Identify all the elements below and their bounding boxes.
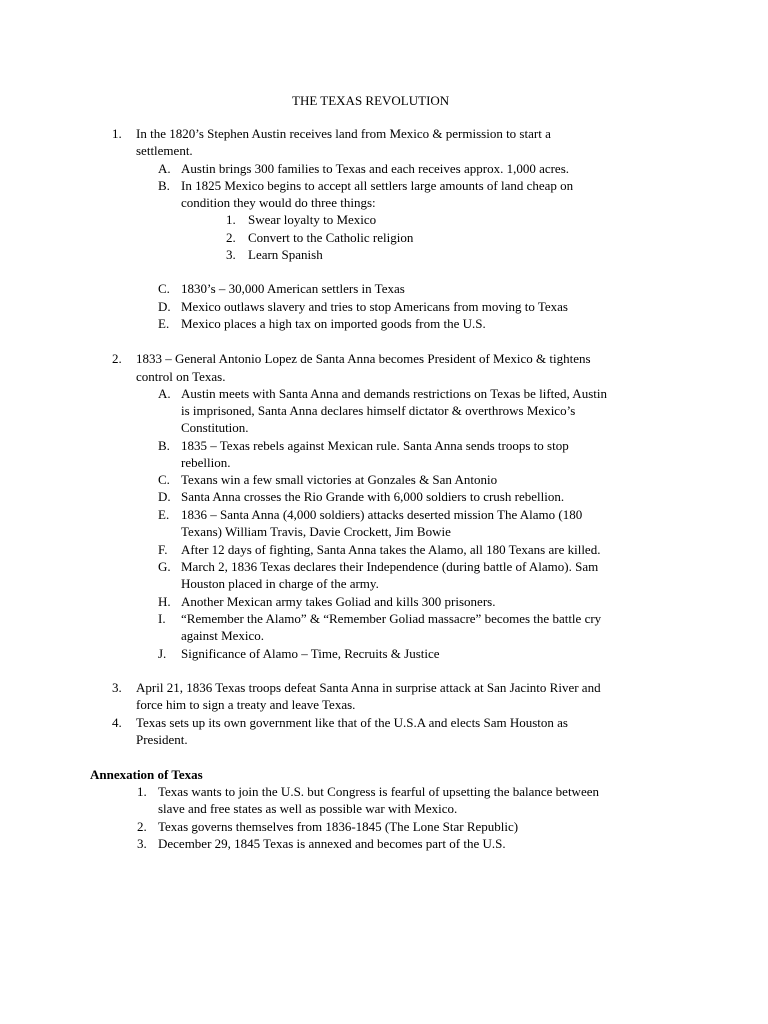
list-item-text: Texas sets up its own government like that of the U.S.A and elects Sam Houston as (136, 715, 568, 730)
list-item-text: Houston placed in charge of the army. (181, 576, 379, 591)
list-letter: B. (158, 178, 170, 193)
list-number: 3. (112, 680, 122, 695)
list-item-text: Santa Anna crosses the Rio Grande with 6,000 soldiers to crush rebellion. (181, 489, 565, 504)
list-letter: G. (158, 559, 171, 574)
list-letter: J. (158, 646, 167, 661)
list-item-text: Swear loyalty to Mexico (248, 212, 377, 227)
list-item-text: In 1825 Mexico begins to accept all settlers large amounts of land cheap on (181, 178, 574, 193)
list-item-text: March 2, 1836 Texas declares their Independence (during battle of Alamo). Sam (181, 559, 599, 574)
list-item-text: Mexico outlaws slavery and tries to stop Americans from moving to Texas (181, 299, 568, 314)
list-item-text: 1835 – Texas rebels against Mexican rule. Santa Anna sends troops to stop (181, 438, 569, 453)
list-item-text: Texas governs themselves from 1836-1845 (The Lone Star Republic) (158, 819, 519, 834)
list-item-text: In the 1820’s Stephen Austin receives land from Mexico & permission to start a (136, 126, 551, 141)
list-item-text: President. (136, 732, 188, 747)
list-item-text: 1830’s – 30,000 American settlers in Texas (181, 281, 405, 296)
list-number: 4. (112, 715, 122, 730)
list-item-text: Austin brings 300 families to Texas and each receives approx. 1,000 acres. (181, 161, 570, 176)
list-number: 3. (226, 247, 236, 262)
list-item-text: settlement. (136, 143, 193, 158)
list-number: 2. (226, 230, 236, 245)
list-letter: E. (158, 316, 170, 331)
list-letter: D. (158, 299, 171, 314)
list-item-text: December 29, 1845 Texas is annexed and becomes part of the U.S. (158, 836, 506, 851)
list-number: 1. (112, 126, 122, 141)
list-letter: H. (158, 594, 171, 609)
list-letter: C. (158, 472, 170, 487)
list-item-text: rebellion. (181, 455, 231, 470)
list-letter: D. (158, 489, 171, 504)
list-item-text: force him to sign a treaty and leave Texas. (136, 697, 356, 712)
list-item-text: April 21, 1836 Texas troops defeat Santa Anna in surprise attack at San Jacinto River and (136, 680, 601, 695)
list-item-text: Convert to the Catholic religion (248, 230, 414, 245)
list-item-text: Texans win a few small victories at Gonzales & San Antonio (181, 472, 498, 487)
list-number: 2. (137, 819, 147, 834)
list-letter: C. (158, 281, 170, 296)
list-item-text: slave and free states as well as possible war with Mexico. (158, 801, 458, 816)
list-item-text: Significance of Alamo – Time, Recruits & Justice (181, 646, 440, 661)
list-letter: B. (158, 438, 170, 453)
list-item-text: Mexico places a high tax on imported goods from the U.S. (181, 316, 486, 331)
list-letter: F. (158, 542, 168, 557)
list-number: 3. (137, 836, 147, 851)
list-item-text: Learn Spanish (248, 247, 323, 262)
list-number: 1. (137, 784, 147, 799)
list-item-text: 1833 – General Antonio Lopez de Santa Anna becomes President of Mexico & tightens (136, 351, 591, 366)
list-item-text: control on Texas. (136, 369, 226, 384)
list-item-text: 1836 – Santa Anna (4,000 soldiers) attacks deserted mission The Alamo (180 (181, 507, 583, 522)
list-item-text: is imprisoned, Santa Anna declares himself dictator & overthrows Mexico’s (181, 403, 576, 418)
list-item-text: After 12 days of fighting, Santa Anna takes the Alamo, all 180 Texans are killed. (181, 542, 601, 557)
list-letter: A. (158, 386, 171, 401)
list-letter: A. (158, 161, 171, 176)
list-item-text: Austin meets with Santa Anna and demands restrictions on Texas be lifted, Austin (181, 386, 607, 401)
list-number: 1. (226, 212, 236, 227)
list-letter: I. (158, 611, 166, 626)
list-item-text: Texans) William Travis, Davie Crockett, Jim Bowie (181, 524, 451, 539)
list-item-text: condition they would do three things: (181, 195, 376, 210)
list-item-text: “Remember the Alamo” & “Remember Goliad massacre” becomes the battle cry (181, 611, 602, 626)
list-item-text: Constitution. (181, 420, 249, 435)
list-item-text: against Mexico. (181, 628, 265, 643)
list-number: 2. (112, 351, 122, 366)
page-title: THE TEXAS REVOLUTION (292, 93, 450, 108)
list-item-text: Texas wants to join the U.S. but Congress is fearful of upsetting the balance between (158, 784, 599, 799)
list-item-text: Another Mexican army takes Goliad and kills 300 prisoners. (181, 594, 496, 609)
list-letter: E. (158, 507, 170, 522)
section-heading: Annexation of Texas (90, 767, 203, 782)
